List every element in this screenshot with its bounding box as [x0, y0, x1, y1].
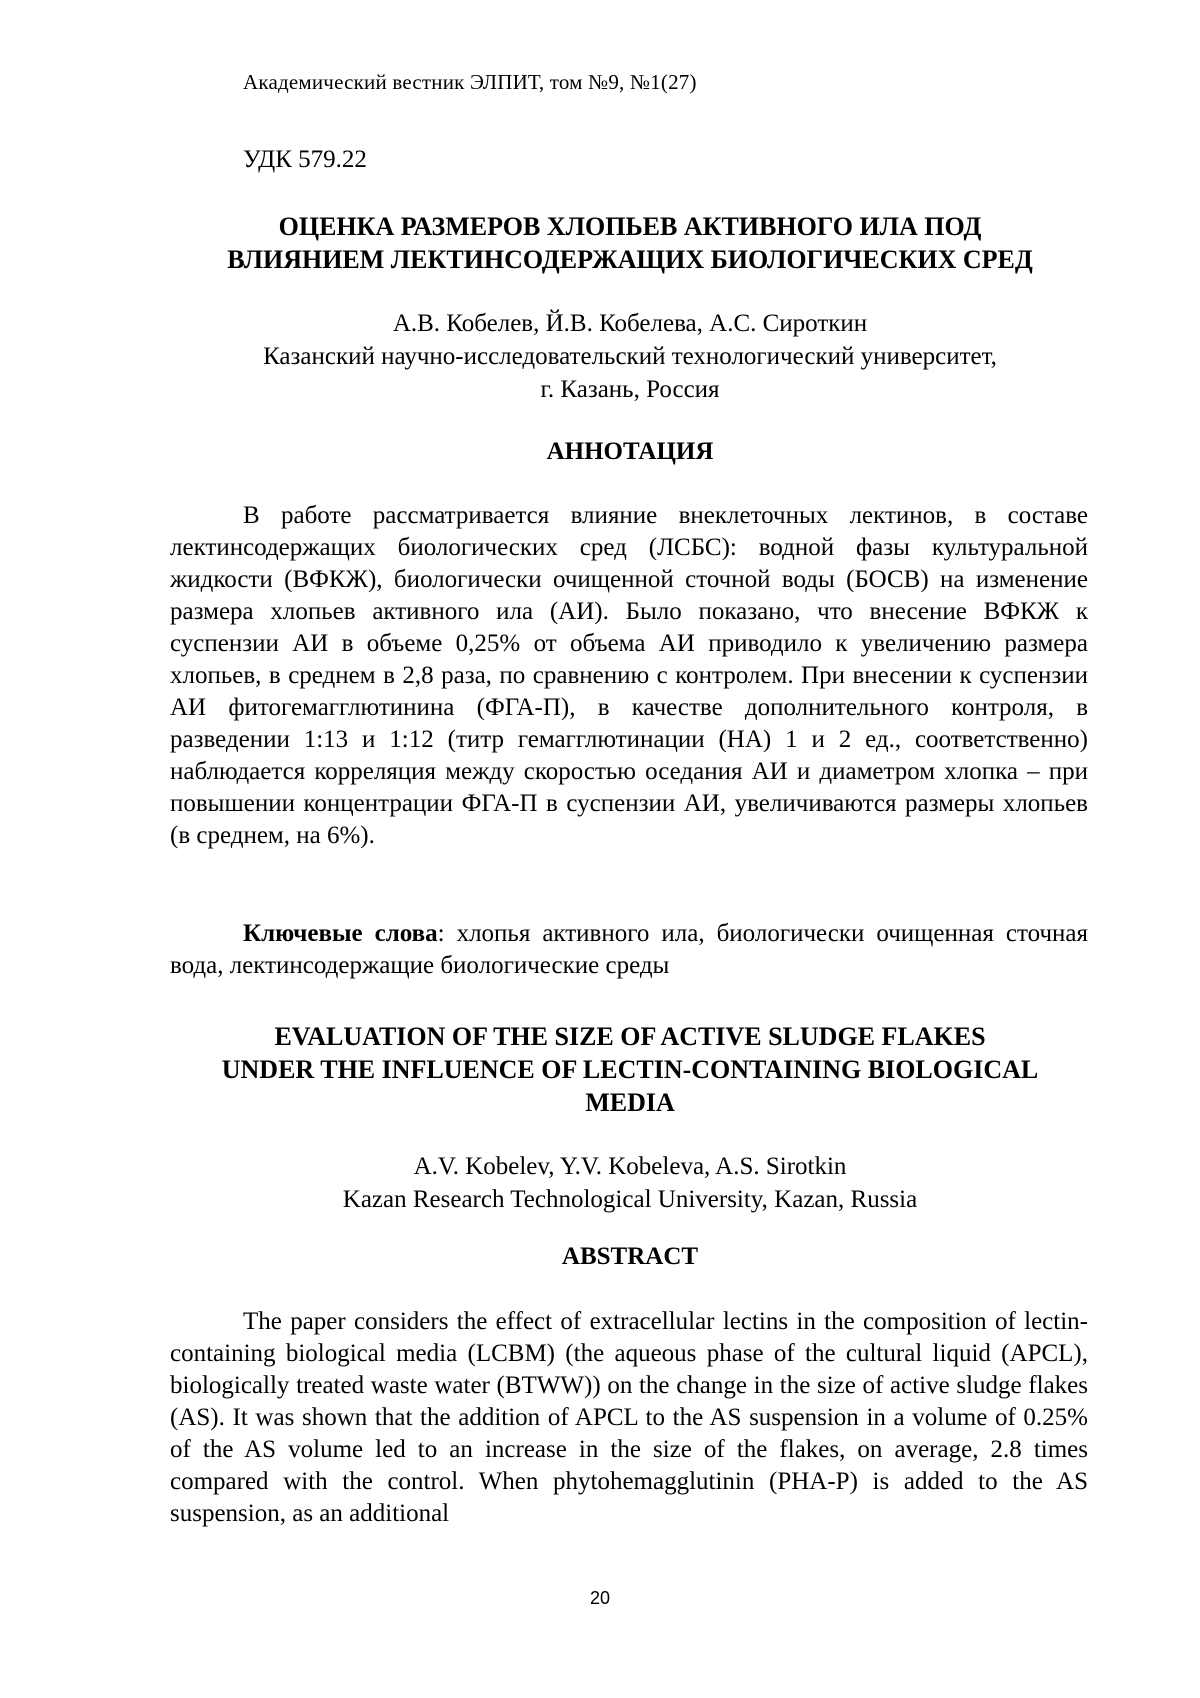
russian-city: г. Казань, Россия — [540, 376, 720, 403]
russian-title-line-2: ВЛИЯНИЕМ ЛЕКТИНСОДЕРЖАЩИХ БИОЛОГИЧЕСКИХ СРЕД — [227, 245, 1033, 274]
russian-keywords — [170, 918, 1088, 982]
english-abstract-heading: ABSTRACT — [561, 1243, 699, 1270]
english-title-line-1: EVALUATION OF THE SIZE OF ACTIVE SLUDGE FLAKES — [274, 1022, 986, 1051]
russian-keywords-label: Ключевые слова — [243, 920, 438, 947]
journal-header: Академический вестник ЭЛПИТ, том №9, №1(27) — [243, 70, 697, 94]
english-title — [170, 1020, 1090, 1119]
russian-authors: А.В. Кобелев, Й.В. Кобелева, А.С. Сироткин — [392, 310, 868, 337]
english-authors-block — [170, 1150, 1090, 1216]
russian-authors-block — [170, 307, 1090, 406]
english-affiliation: Kazan Research Technological University, Kazan, Russia — [342, 1186, 918, 1213]
english-title-line-2: UNDER THE INFLUENCE OF LECTIN-CONTAINING BIOLOGICAL — [221, 1055, 1039, 1084]
english-abstract-text: The paper considers the effect of extracellular lectins in the composition of lectin-containing biological media (LCBM) (the aqueous phase of the cultural liquid (APCL), biologically treated waste water (BTWW)) on the change in the size of active sludge flakes (AS). It was shown that the addition of APCL to the AS suspension in a volume of 0.25% of the AS volume led to an increase in the size of the flakes, on average, 2.8 times compared with the control. When phytohemagglutinin (PHA-P) is added to the AS suspension, as an additional — [170, 1308, 1088, 1527]
russian-title — [170, 210, 1090, 276]
russian-title-line-1: ОЦЕНКА РАЗМЕРОВ ХЛОПЬЕВ АКТИВНОГО ИЛА ПОД — [278, 212, 982, 241]
russian-affiliation: Казанский научно-исследовательский технологический университет, — [263, 343, 997, 370]
english-title-line-3: MEDIA — [585, 1088, 675, 1117]
page-number: 20 — [589, 1588, 611, 1608]
english-authors: A.V. Kobelev, Y.V. Kobeleva, A.S. Sirotkin — [413, 1153, 847, 1180]
russian-abstract-text: В работе рассматривается влияние внеклеточных лектинов, в составе лектинсодержащих биологических сред (ЛСБС): водной фазы культуральной жидкости (ВФКЖ), биологически очищенной сточной воды (БОСВ) на изменение размера хлопьев активного ила (АИ). Было показано, что внесение ВФКЖ к суспензии АИ в объеме 0,25% от объема АИ приводило к увеличению размера хлопьев, в среднем в 2,8 раза, по сравнению с контролем. При внесении к суспензии АИ фитогемагглютинина (ФГА-П), в качестве дополнительного контроля, в разведении 1:13 и 1:12 (титр гемагглютинации (НА) 1 и 2 ед., соответственно) наблюдается корреляция между скоростью оседания АИ и диаметром хлопка – при повышении концентрации ФГА-П в суспензии АИ, увеличиваются размеры хлопьев (в среднем, на 6%). — [170, 502, 1088, 849]
udk-code: УДК 579.22 — [243, 146, 367, 173]
russian-abstract-heading: АННОТАЦИЯ — [546, 438, 714, 465]
russian-keywords-text: : хлопья активного ила, биологически очищенная сточная вода, лектинсодержащие биологические среды — [170, 920, 1088, 979]
